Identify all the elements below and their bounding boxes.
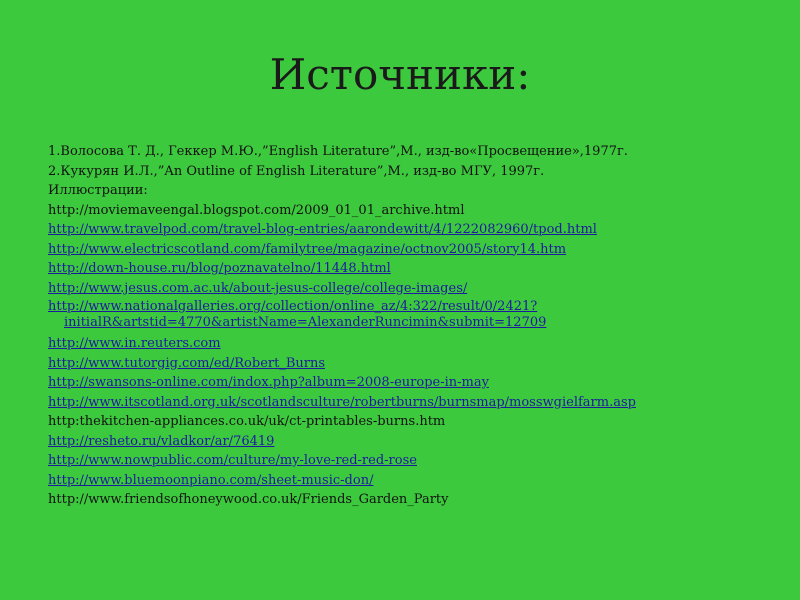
- url-link[interactable]: http://www.in.reuters.com: [48, 336, 221, 351]
- url-text: http://www.friendsofhoneywood.co.uk/Friends_Garden_Party: [48, 492, 449, 507]
- url-link[interactable]: http://swansons-online.com/indox.php?album=2008-europe-in-may: [48, 375, 489, 390]
- url-text: http://moviemaveengal.blogspot.com/2009_01_01_archive.html: [48, 202, 465, 218]
- url-text: http:thekitchen-appliances.co.uk/uk/ct-printables-burns.htm: [48, 414, 446, 429]
- illustrations-label: Иллюстрации:: [48, 183, 148, 198]
- source-item: 1.Волосова Т. Д., Геккер М.Ю.,”English Literature”,М., изд-во«Просвещение»,1977г.: [48, 144, 628, 159]
- url-link[interactable]: http://down-house.ru/blog/poznavatelno/11448.html: [48, 261, 391, 276]
- sources-list: [48, 142, 768, 510]
- source-item: 2.Кукурян И.Л.,”An Outline of English Literature”,М., изд-во МГУ, 1997г.: [48, 163, 545, 179]
- url-link[interactable]: http://www.electricscotland.com/familytree/magazine/octnov2005/story14.htm: [48, 241, 567, 257]
- url-link[interactable]: http://www.travelpod.com/travel-blog-entries/aarondewitt/4/1222082960/tpod.html: [48, 222, 597, 237]
- url-link[interactable]: http://www.itscotland.org.uk/scotlandsculture/robertburns/burnsmap/mosswgielfarm.asp: [48, 394, 636, 410]
- url-link[interactable]: http://www.bluemoonpiano.com/sheet-music-don/: [48, 472, 374, 488]
- url-link[interactable]: http://www.jesus.com.ac.uk/about-jesus-college/college-images/: [48, 280, 468, 296]
- slide-title: Источники:: [269, 50, 531, 99]
- url-link[interactable]: http://www.tutorgig.com/ed/Robert_Burns: [48, 355, 326, 371]
- url-link[interactable]: http://www.nowpublic.com/culture/my-love-red-red-rose: [48, 453, 417, 468]
- url-link[interactable]: http://www.nationalgalleries.org/collection/online_az/4:322/result/0/2421?initialR&artstid=4770&artistName=AlexanderRuncimin&submit=12709: [48, 299, 547, 330]
- url-link[interactable]: http://resheto.ru/vladkor/ar/76419: [48, 433, 275, 449]
